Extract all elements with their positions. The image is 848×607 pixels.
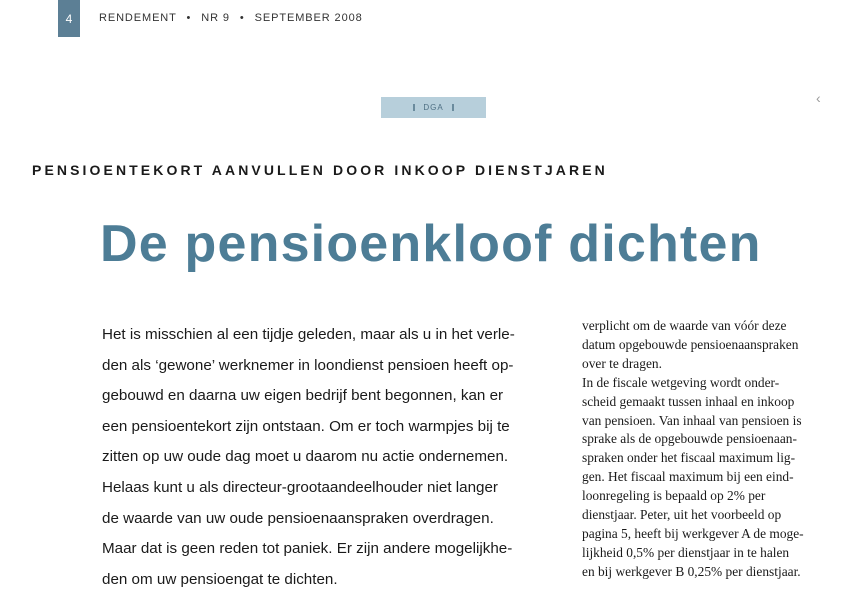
body-line: van pensioen. Van inhaal van pensioen is xyxy=(582,412,802,428)
body-column xyxy=(582,317,844,582)
lead-line: een pensioentekort zijn ontstaan. Om er toch warmpjes bij te xyxy=(102,417,510,435)
scan-mark: ‹ xyxy=(816,90,821,106)
lead-line: Maar dat is geen reden tot paniek. Er zijn andere mogelijkhe- xyxy=(102,540,513,558)
issue-date: SEPTEMBER 2008 xyxy=(254,12,363,24)
body-line: spraken onder het fiscaal maximum lig- xyxy=(582,450,796,466)
article-kicker: PENSIOENTEKORT AANVULLEN DOOR INKOOP DIENSTJAREN xyxy=(32,162,608,178)
section-label xyxy=(381,97,486,118)
header-separator: • xyxy=(186,12,192,24)
body-line: en bij werkgever B 0,25% per dienstjaar. xyxy=(582,563,801,579)
body-line: In de fiscale wetgeving wordt onder- xyxy=(582,374,780,390)
page-number-tab xyxy=(58,0,80,37)
publication-name: RENDEMENT xyxy=(99,12,177,24)
header-separator: • xyxy=(239,12,245,24)
body-line: gen. Het fiscaal maximum bij een eind- xyxy=(582,469,794,485)
article-headline: De pensioenkloof dichten xyxy=(100,215,762,273)
page-number: 4 xyxy=(65,11,73,26)
lead-line: zitten op uw oude dag moet u daarom nu actie ondernemen. xyxy=(102,448,509,466)
lead-paragraph xyxy=(102,320,564,595)
lead-line: gebouwd en daarna uw eigen bedrijf bent begonnen, kan er xyxy=(102,387,504,405)
body-line: verplicht om de waarde van vóór deze xyxy=(582,318,787,333)
running-header xyxy=(99,12,363,24)
body-line: loonregeling is bepaald op 2% per xyxy=(582,488,766,504)
body-line: over te dragen. xyxy=(582,355,662,371)
label-bar-right xyxy=(452,104,454,111)
section-label-text: DGA xyxy=(423,103,444,112)
body-line: dienstjaar. Peter, uit het voorbeeld op xyxy=(582,507,782,523)
body-line: pagina 5, heeft bij werkgever A de moge- xyxy=(582,525,804,541)
label-bar-left xyxy=(413,104,415,111)
lead-line: Helaas kunt u als directeur-grootaandeelhouder niet langer xyxy=(102,478,498,496)
lead-line: den als ‘gewone’ werknemer in loondienst pensioen heeft op- xyxy=(102,356,514,374)
body-line: datum opgebouwde pensioenaanspraken xyxy=(582,336,799,352)
body-line: lijkheid 0,5% per dienstjaar in te halen xyxy=(582,544,790,560)
body-line: scheid gemaakt tussen inhaal en inkoop xyxy=(582,393,795,409)
lead-line: de waarde van uw oude pensioenaanspraken overdragen. xyxy=(102,509,494,527)
issue-number: NR 9 xyxy=(201,12,230,24)
body-line: sprake als de opgebouwde pensioenaan- xyxy=(582,431,797,447)
lead-line: den om uw pensioengat te dichten. xyxy=(102,570,338,588)
lead-line: Het is misschien al een tijdje geleden, maar als u in het verle- xyxy=(102,326,515,343)
